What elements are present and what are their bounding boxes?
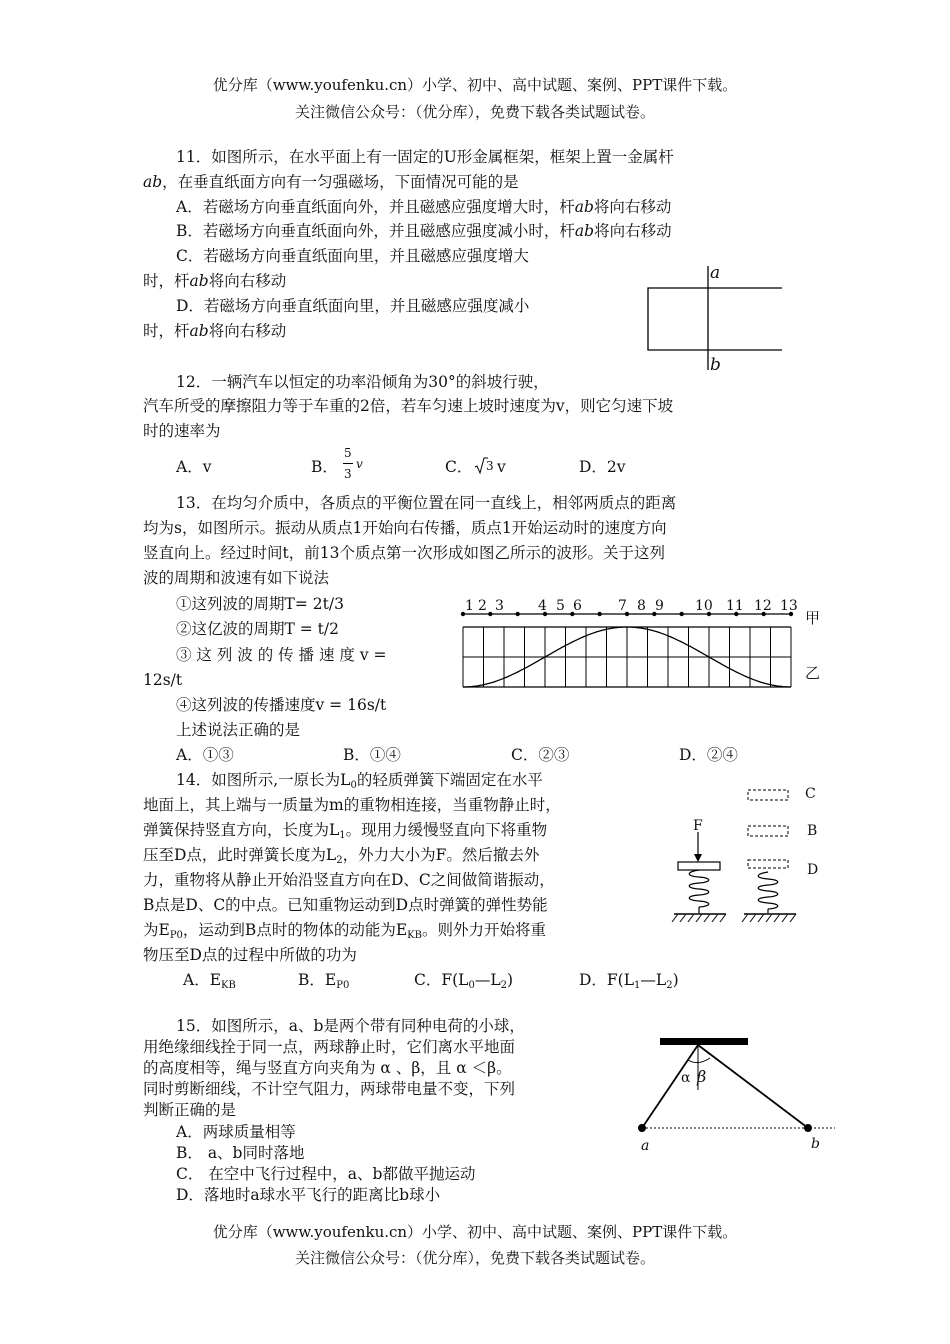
ceiling-bar [660,1038,748,1045]
particle-label: 1 [465,598,474,614]
string-b [698,1045,808,1128]
particle-label: 9 [655,598,664,614]
q14-opt-c-end: ) [507,971,514,989]
q13-statement-2: ②这亿波的周期T = t/2 [176,620,339,638]
q15-fig-label-a: a [641,1138,650,1154]
q11-option-c-line-2 [143,271,286,291]
q14-option-b [298,970,349,996]
position-b-box [748,826,788,836]
q13-line-4: 波的周期和波速有如下说法 [143,569,330,587]
q14-fig-label-d: D [807,862,819,878]
q14-option-d [579,970,679,996]
q11-a-text: A．若磁场方向垂直纸面向外，并且磁感应强度增大时，杆 [176,198,575,216]
q14-fig-label-b: B [807,823,818,839]
q11-fig-label-a: a [710,263,721,283]
q12-option-c: C． [445,458,473,476]
q11-option-d-line-2 [143,321,286,341]
q14-opt-d-end: ) [672,971,679,989]
particle-dot [679,612,683,616]
q11-option-d-line-1: D．若磁场方向垂直纸面向里，并且磁感应强度减小 [176,297,530,315]
q14-line-6: B点是D、C的中点。已知重物运动到D点时弹簧的弹性势能 [143,896,548,914]
q15-fig-label-b: b [811,1136,820,1152]
particle-label: 11 [726,598,744,614]
q11-option-a [176,197,671,217]
q14-opt-d-sub2: 2 [666,980,673,991]
q14-opt-c-mid: —L [474,971,501,989]
q12-frac-var: v [356,457,363,471]
q14-opt-a-sub: KB [221,980,236,991]
u-frame [648,288,782,350]
force-arrow-head [694,854,702,862]
q12-option-a: A．v [176,458,212,476]
q13-line-1: 13．在均匀介质中，各质点的平衡位置在同一直线上，相邻两质点的距离 [176,494,677,512]
footer-line-1: 优分库（www.youfenku.cn）小学、初中、高中试题、案例、PPT课件下载。 [212,1223,738,1241]
q12-line-1: 12．一辆汽车以恒定的功率沿倾角为30°的斜坡行驶， [176,373,549,391]
q14-l7-sub1: P0 [169,930,183,941]
q11-line-2 [143,172,519,192]
q14-line-3 [143,820,547,846]
q14-l7-b: ，运动到B点时的物体的动能为E [182,921,408,939]
q14-opt-b-text: B．E [298,971,337,989]
q12-sqrt-value: 3 [486,459,494,473]
q14-opt-b-sub: P0 [336,980,350,991]
q14-line-4 [143,845,539,871]
left-ground-hatch [672,914,726,922]
q12-option-b: B． [311,458,338,476]
q14-line-1 [176,770,543,796]
q14-l7-a: 为E [143,921,170,939]
position-c-box [748,790,788,800]
q13-option-d: D．②④ [679,746,738,764]
q15-balls-figure [630,1030,840,1140]
q13-option-c: C．②③ [511,746,570,764]
q14-option-a [183,970,236,996]
q15-option-d: D．落地时a球水平飞行的距离比b球小 [176,1186,441,1204]
q14-fig-label-f: F [693,818,703,834]
q14-l3-pre: 弹簧保持竖直方向，长度为L [143,821,340,839]
q11-d-var: ab [189,322,209,340]
q14-option-c [414,970,513,996]
footer-line-2: 关注微信公众号：（优分库），免费下载各类试题试卷。 [294,1249,655,1267]
q11-b-suffix: 将向右移动 [594,222,672,240]
q14-line-5: 力，重物将从静止开始沿竖直方向在D、C之间做简谐振动， [143,871,555,889]
q13-statement-3: ③ 这 列 波 的 传 播 速 度 v = [176,646,387,664]
q11-d2-text: 时，杆 [143,322,190,340]
ball-a [638,1124,646,1132]
q11-a-suffix: 将向右移动 [593,198,672,216]
particle-label: 2 [478,598,487,614]
q13-label-jia: 甲 [805,609,821,627]
q11-c-var: ab [189,272,209,290]
q11-var: ab [143,173,163,191]
q15-fig-beta: β [697,1067,707,1086]
particle-label: 4 [538,598,547,614]
q11-c-suffix: 将向右移动 [208,272,287,290]
q12-frac-denominator: 3 [344,467,352,481]
string-a [642,1045,698,1128]
q15-option-a: A．两球质量相等 [176,1123,296,1141]
q14-opt-d-mid: —L [640,971,667,989]
q14-l7-sub2: KB [407,930,422,941]
q14-opt-c-sub1: 0 [468,980,475,991]
q15-option-b: B． a、b同时落地 [176,1144,305,1162]
q14-l4-sub: 2 [336,855,343,866]
q14-l1-pre: 14．如图所示,一原长为L [176,771,351,789]
q11-d-suffix: 将向右移动 [208,322,287,340]
q11-option-c-line-1: C．若磁场方向垂直纸面向里，并且磁感应强度增大 [176,247,529,265]
particle-label: 13 [780,598,798,614]
q13-statement-4: ④这列波的传播速度v = 16s/t [176,696,387,714]
q13-statement-3-cont: 12s/t [143,671,183,689]
q11-b-text: B．若磁场方向垂直纸面向外，并且磁感应强度减小时，杆 [176,222,575,240]
q14-opt-c-text: C．F(L [414,971,469,989]
q12-line-2: 汽车所受的摩擦阻力等于车重的2倍，若车匀速上坡时速度为v，则它匀速下坡 [143,397,674,415]
q14-l3-sub: 1 [339,830,346,841]
angle-arc [688,1058,710,1063]
q12-line-3: 时的速率为 [143,422,221,440]
q14-line-7 [143,920,546,946]
q14-line-8: 物压至D点的过程中所做的功为 [143,946,357,964]
left-mass-plate [678,862,720,870]
header-line-2: 关注微信公众号：（优分库），免费下载各类试题试卷。 [294,103,655,121]
position-d-box [748,860,788,868]
q11-fig-label-b: b [710,355,721,375]
q14-fig-label-c: C [805,786,816,802]
left-spring [689,870,709,907]
q12-option-c-tail: v [497,458,506,476]
q12-option-d: D．2v [579,458,626,476]
particle-dot [597,612,601,616]
particle-label: 8 [637,598,646,614]
q14-l4-pre: 压至D点，此时弹簧长度为L [143,846,337,864]
q15-line-4: 同时剪断细线，不计空气阻力，两球带电量不变，下列 [143,1080,516,1098]
q15-fig-alpha: α [681,1070,691,1086]
q13-option-a: A．①③ [176,746,234,764]
q14-l3-post: 。现用力缓慢竖直向下将重物 [345,821,548,839]
q11-line-1: 11．如图所示，在水平面上有一固定的U形金属框架，框架上置一金属杆 [176,148,674,166]
q13-line-3: 竖直向上。经过时间t，前13个质点第一次形成如图乙所示的波形。关于这列 [143,544,665,562]
particle-label: 5 [556,598,565,614]
particle-dot [515,612,519,616]
q15-line-2: 用绝缘细线拴于同一点，两球静止时，它们离水平地面 [143,1038,516,1056]
particle-label: 7 [618,598,627,614]
q14-l7-c: 。则外力开始将重 [421,921,546,939]
q15-line-3: 的高度相等，绳与竖直方向夹角为 α 、β，且 α ＜β。 [143,1059,512,1077]
q14-opt-d-sub1: 1 [634,980,641,991]
q14-line-2: 地面上，其上端与一质量为m的重物相连接，当重物静止时， [143,796,561,814]
q13-option-b: B．①④ [343,746,401,764]
q14-spring-figure [670,780,810,930]
q11-line-2-text: ，在垂直纸面方向有一匀强磁场，下面情况可能的是 [162,173,519,191]
q11-a-var: ab [574,198,594,216]
q14-opt-d-text: D．F(L [579,971,635,989]
q13-label-yi: 乙 [805,664,821,682]
q14-l1-sub: 0 [350,780,357,791]
q15-line-5: 判断正确的是 [143,1101,237,1119]
q14-opt-a-text: A．E [183,971,222,989]
q15-option-c: C． 在空中飞行过程中，a、b都做平抛运动 [176,1165,476,1183]
particle-label: 3 [495,598,504,614]
q14-opt-c-sub2: 2 [500,980,508,991]
q11-b-var: ab [574,222,595,240]
q14-l1-post: 的轻质弹簧下端固定在水平 [356,771,543,789]
q12-frac-bar [343,463,353,464]
q12-frac-numerator: 5 [344,446,352,460]
q14-l4-post: ，外力大小为F。然后撤去外 [342,846,540,864]
particle-dot [488,612,492,616]
particle-label: 12 [754,598,772,614]
particle-label: 10 [695,598,713,614]
header-line-1: 优分库（www.youfenku.cn）小学、初中、高中试题、案例、PPT课件下载。 [212,76,738,94]
q13-line-2: 均为s，如图所示。振动从质点1开始向右传播，质点1开始运动时的速度方向 [143,519,667,537]
ball-b [804,1124,812,1132]
q13-ask: 上述说法正确的是 [176,721,301,739]
q13-statement-1: ①这列波的周期T= 2t/3 [176,595,344,613]
particle-label: 6 [573,598,582,614]
q11-option-b [176,221,672,241]
right-spring [758,872,778,909]
q11-c2-text: 时，杆 [143,272,190,290]
q15-line-1: 15．如图所示，a、b是两个带有同种电荷的小球， [176,1017,525,1035]
right-ground-hatch [742,914,796,922]
